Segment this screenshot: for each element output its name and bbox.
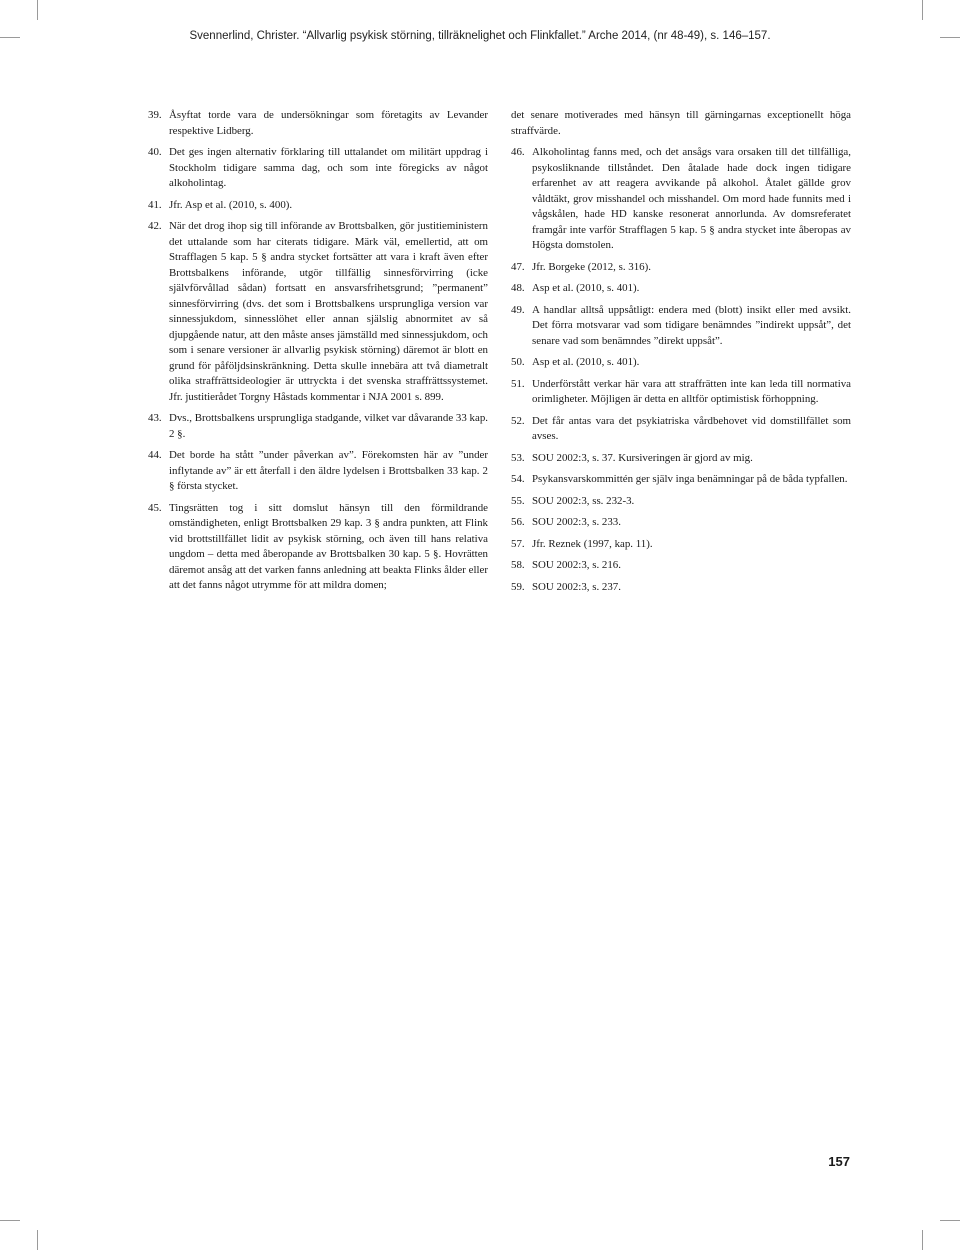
footnote: [511, 451, 851, 467]
footnote-number: 51.: [511, 377, 525, 390]
footnote-number: 43.: [148, 412, 162, 424]
footnote-number: 46.: [511, 146, 525, 158]
crop-mark: [0, 1220, 20, 1221]
footnote: [148, 448, 488, 495]
footnote-text: Det borde ha stått ”under påverkan av”. Förekomsten här av ”under inflytande av” är ett återfall i den äldre lydelsen i Brottsbalken 33 kap. 2 § första stycket.: [169, 449, 488, 492]
page-number: 157: [828, 1154, 850, 1169]
footnote-number: 41.: [148, 198, 162, 211]
footnote-text: SOU 2002:3, ss. 232-3.: [532, 494, 635, 507]
footnote-number: 40.: [148, 146, 162, 158]
crop-mark: [37, 0, 38, 20]
footnote-text: Alkoholintag fanns med, och det ansågs vara orsaken till det tillfälliga, psykosliknande tillståndet. Den åtalade hade dock ingen tidigare erfarenhet av att reagera avvikande på alkohol. Åtalet gällde grov våldtäkt, grov misshandel och misshandel. Om mord hade funnits med i vågskålen, hade HD kanske resonerat annorlunda. Av domsreferatet framgår inte varför Strafflagen 5 kap. 5 § andra stycket inte åberopas av Högsta domstolen.: [532, 146, 851, 251]
footnote-number: 48.: [511, 282, 525, 294]
footnote-number: 42.: [148, 220, 162, 232]
footnote-text: SOU 2002:3, s. 216.: [532, 559, 621, 571]
crop-mark: [922, 1230, 923, 1250]
footnote: [511, 494, 851, 510]
footnote-number: 44.: [148, 449, 162, 461]
right-column: [511, 108, 851, 601]
footnote-text: Psykansvarskommittén ger själv inga benämningar på de båda typfallen.: [532, 473, 848, 485]
running-header: Svennerlind, Christer. “Allvarlig psykisk störning, tillräknelighet och Flinkfallet.” Arche 2014, (nr 48-49), s. 146–157.: [189, 30, 771, 42]
footnote: [511, 515, 851, 531]
footnote-number: 59.: [511, 580, 525, 593]
footnote: [511, 281, 851, 297]
left-column: [148, 108, 488, 600]
footnote-number: 57.: [511, 537, 525, 550]
footnote: [148, 198, 488, 214]
footnote-text: Åsyftat torde vara de undersökningar som företagits av Levander respektive Lidberg.: [169, 109, 488, 137]
footnote-number: 50.: [511, 356, 525, 368]
footnote: [511, 472, 851, 488]
footnote: [148, 219, 488, 405]
footnote-text: A handlar alltså uppsåtligt: endera med (blott) insikt eller med avsikt. Det förra motsvarar vad som tidigare benämndes ”indirekt uppsåt”, det senare vad som benämndes ”direkt uppsåt”.: [532, 303, 851, 347]
footnote: [511, 580, 851, 596]
crop-mark: [940, 1220, 960, 1221]
crop-mark: [37, 1230, 38, 1250]
footnote: [148, 145, 488, 192]
footnote-text: Asp et al. (2010, s. 401).: [532, 356, 640, 368]
footnote-number: 49.: [511, 303, 525, 316]
footnote-number: 54.: [511, 473, 525, 485]
footnote-text: SOU 2002:3, s. 37. Kursiveringen är gjord av mig.: [532, 451, 753, 464]
footnote: [511, 377, 851, 408]
footnote-text: Jfr. Reznek (1997, kap. 11).: [532, 537, 653, 550]
footnote-text: Tingsrätten tog i sitt domslut hänsyn till den förmildrande omständigheten, enligt Brottsbalken 29 kap. 3 § andra punkten, att Flink vid brottstillfället lidit av psykisk störning, och även till hans relativa ungdom – detta med åberopande av Brottsbalken 30 kap. 5 §. Hovrätten däremot ansåg att det varken fanns anledning att beakta Flinks ålder eller att det fanns något utrymme för att mildra domen;: [169, 501, 488, 591]
footnote-text: Det får antas vara det psykiatriska vårdbehovet vid domstillfället som avses.: [532, 414, 851, 442]
footnote-number: 45.: [148, 501, 162, 514]
footnote-text: Dvs., Brottsbalkens ursprungliga stadgande, vilket var dåvarande 33 kap. 2 §.: [169, 412, 488, 440]
footnote-number: 55.: [511, 494, 525, 507]
footnote-text: Det ges ingen alternativ förklaring till uttalandet om militärt uppdrag i Stockholm tidigare samma dag, och som inte föregicks av något alkoholintag.: [169, 146, 488, 189]
footnote: [511, 558, 851, 574]
footnote: [511, 414, 851, 445]
footnote-continuation: [511, 108, 851, 139]
footnote: [148, 501, 488, 594]
footnote-number: 39.: [148, 109, 162, 121]
footnote-number: 53.: [511, 451, 525, 464]
footnote: [511, 145, 851, 254]
footnote-number: 52.: [511, 414, 525, 427]
footnote-text: Underförstått verkar här vara att straffrätten inte kan leda till normativa orimligheter. Möjligen är detta en alltför optimistisk förhoppning.: [532, 377, 851, 405]
footnote-text: SOU 2002:3, s. 237.: [532, 580, 621, 593]
footnote-number: 58.: [511, 559, 525, 571]
footnote-text: När det drog ihop sig till införande av Brottsbalken, gör justitieministern det uttalande som har citerats tidigare. Märk väl, emellertid, att om Strafflagen 5 kap. 5 § andra stycket fortsätter att vara i kraft även efter Brottsbalkens införande, utgör tillfällig sinnesförvirring (icke självförvållad sådan) fortsatt en ansvarsfrihetsgrund; ”permanent” sinnesförvirring (dvs. det som i Brottsbalkens ursprungliga version var sinnessjukdom, sinnesslöhet eller annan själslig abnormitet av så djupgående natur, att den måste anses jämställd med sinnessjukdom, och som i senare versioner är allvarlig psykisk störning) däremot är blott en grund för påföljdsinskränkning. Detta skulle innebära att två diametralt olika straffrättsideologier är uttryckta i det svenska straffrättssystemet. Jfr. justitierådet Torgny Håstads kommentar i NJA 2001 s. 899.: [169, 220, 488, 403]
footnote-text: SOU 2002:3, s. 233.: [532, 516, 621, 528]
footnote: [148, 411, 488, 442]
crop-mark: [922, 0, 923, 20]
footnote: [511, 303, 851, 350]
footnote-text: Jfr. Asp et al. (2010, s. 400).: [169, 198, 293, 211]
footnote-text: det senare motiverades med hänsyn till gärningarnas exceptionellt höga straffvärde.: [511, 109, 851, 137]
footnote-number: 47.: [511, 260, 525, 273]
footnote: [511, 537, 851, 553]
footnote: [148, 108, 488, 139]
footnote-text: Asp et al. (2010, s. 401).: [532, 282, 640, 294]
footnote-number: 56.: [511, 516, 525, 528]
footnote: [511, 355, 851, 371]
footnote-text: Jfr. Borgeke (2012, s. 316).: [532, 260, 651, 273]
footnote: [511, 260, 851, 276]
